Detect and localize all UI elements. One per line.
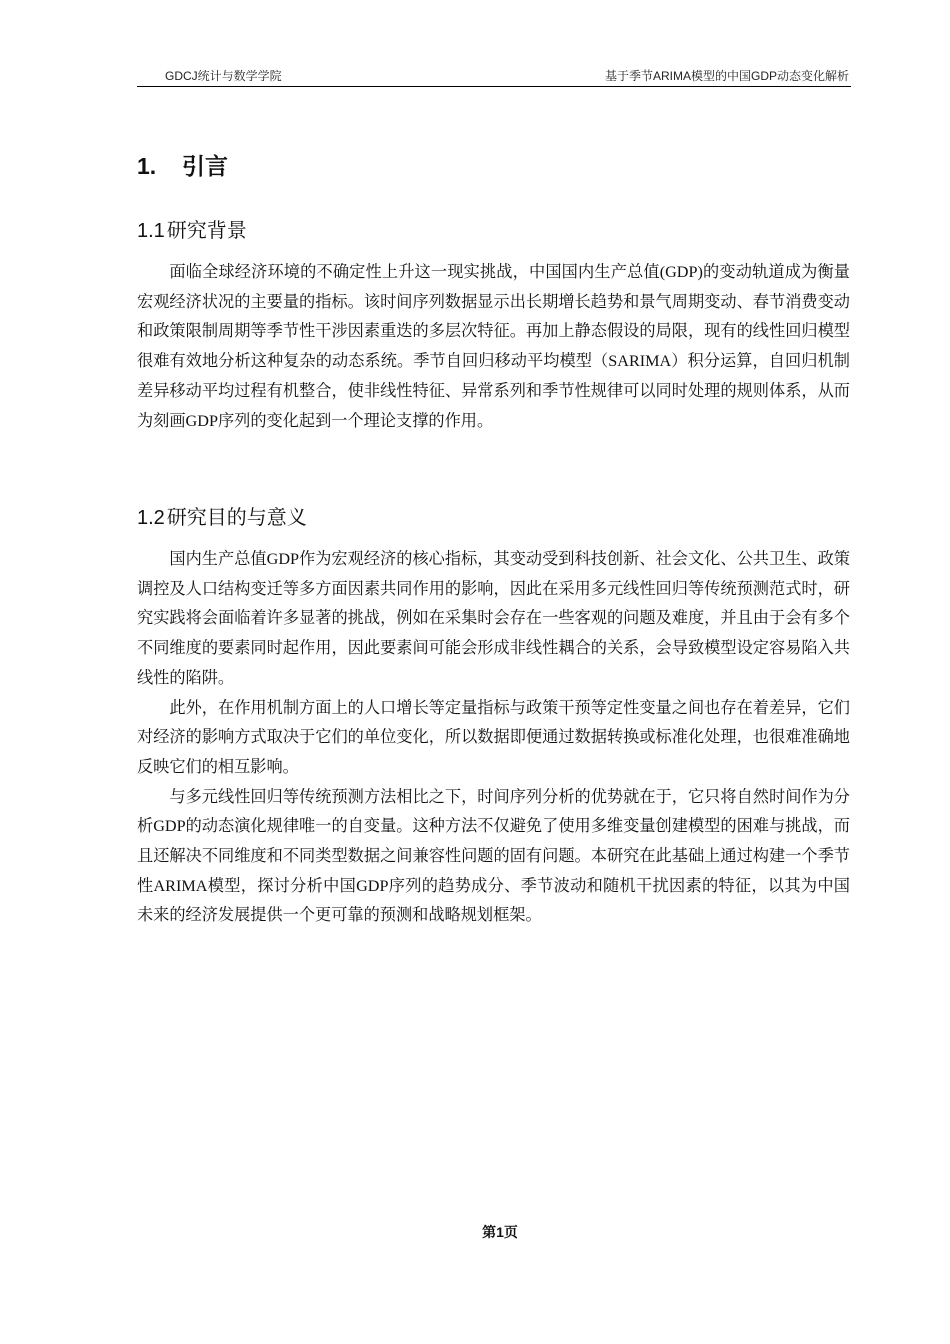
paragraph: 与多元线性回归等传统预测方法相比之下，时间序列分析的优势就在于，它只将自然时间作为分析GDP的动态演化规律唯一的自变量。这种方法不仅避免了使用多维变量创建模型的困难与挑战，而且还解决不同维度和不同类型数据之间兼容性问题的固有问题。本研究在此基础上通过构建一个季节性ARIMA模型，探讨分析中国GDP序列的趋势成分、季节波动和随机干扰因素的特征，以其为中国未来的经济发展提供一个更可靠的预测和战略规划框架。 (137, 787, 850, 925)
chapter-number: 1. (137, 153, 157, 179)
page-header (137, 64, 851, 87)
paragraph: 国内生产总值GDP作为宏观经济的核心指标，其变动受到科技创新、社会文化、公共卫生、政策调控及人口结构变迁等多方面因素共同作用的影响，因此在采用多元线性回归等传统预测范式时，研究实践将会面临着许多显著的挑战，例如在采集时会存在一些客观的问题及难度，并且由于会有多个不同维度的要素同时起作用，因此要素间可能会形成非线性耦合的关系，会导致模型设定容易陷入共线性的陷阱。 (137, 550, 850, 687)
paragraph: 面临全球经济环境的不确定性上升这一现实挑战，中国国内生产总值(GDP)的变动轨道成为衡量宏观经济状况的主要量的指标。该时间序列数据显示出长期增长趋势和景气周期变动、春节消费变动和政策限制周期等季节性干涉因素重迭的多层次特征。再加上静态假设的局限，现有的线性回归模型很难有效地分析这种复杂的动态系统。季节自回归移动平均模型（SARIMA）积分运算，自回归机制差异移动平均过程有机整合，使非线性特征、异常系列和季节性规律可以同时处理的规则体系，从而为刻画GDP序列的变化起到一个理论支撑的作用。 (137, 263, 850, 430)
section-number: 1.2 (137, 507, 165, 529)
header-paper-title: 基于季节ARIMA模型的中国GDP动态变化解析 (604, 69, 849, 83)
section-heading-purpose (137, 501, 307, 530)
paragraph: 此外，在作用机制方面上的人口增长等定量指标与政策干预等定性变量之间也存在着差异，它们对经济的影响方式取决于它们的单位变化，所以数据即便通过数据转换或标准化处理，也很难准确地反映它们的相互影响。 (137, 698, 850, 776)
section-title-text: 研究背景 (166, 220, 247, 242)
section-body-background (137, 258, 850, 436)
section-title-text: 研究目的与意义 (166, 507, 307, 529)
header-institution: GDCJ统计与数学学院 (165, 69, 282, 83)
page-number: 第1页 (482, 1224, 518, 1240)
chapter-title-text: 引言 (182, 153, 228, 179)
section-number: 1.1 (137, 220, 165, 242)
chapter-title (137, 148, 228, 181)
section-body-purpose (137, 545, 850, 931)
section-heading-background (137, 214, 247, 243)
